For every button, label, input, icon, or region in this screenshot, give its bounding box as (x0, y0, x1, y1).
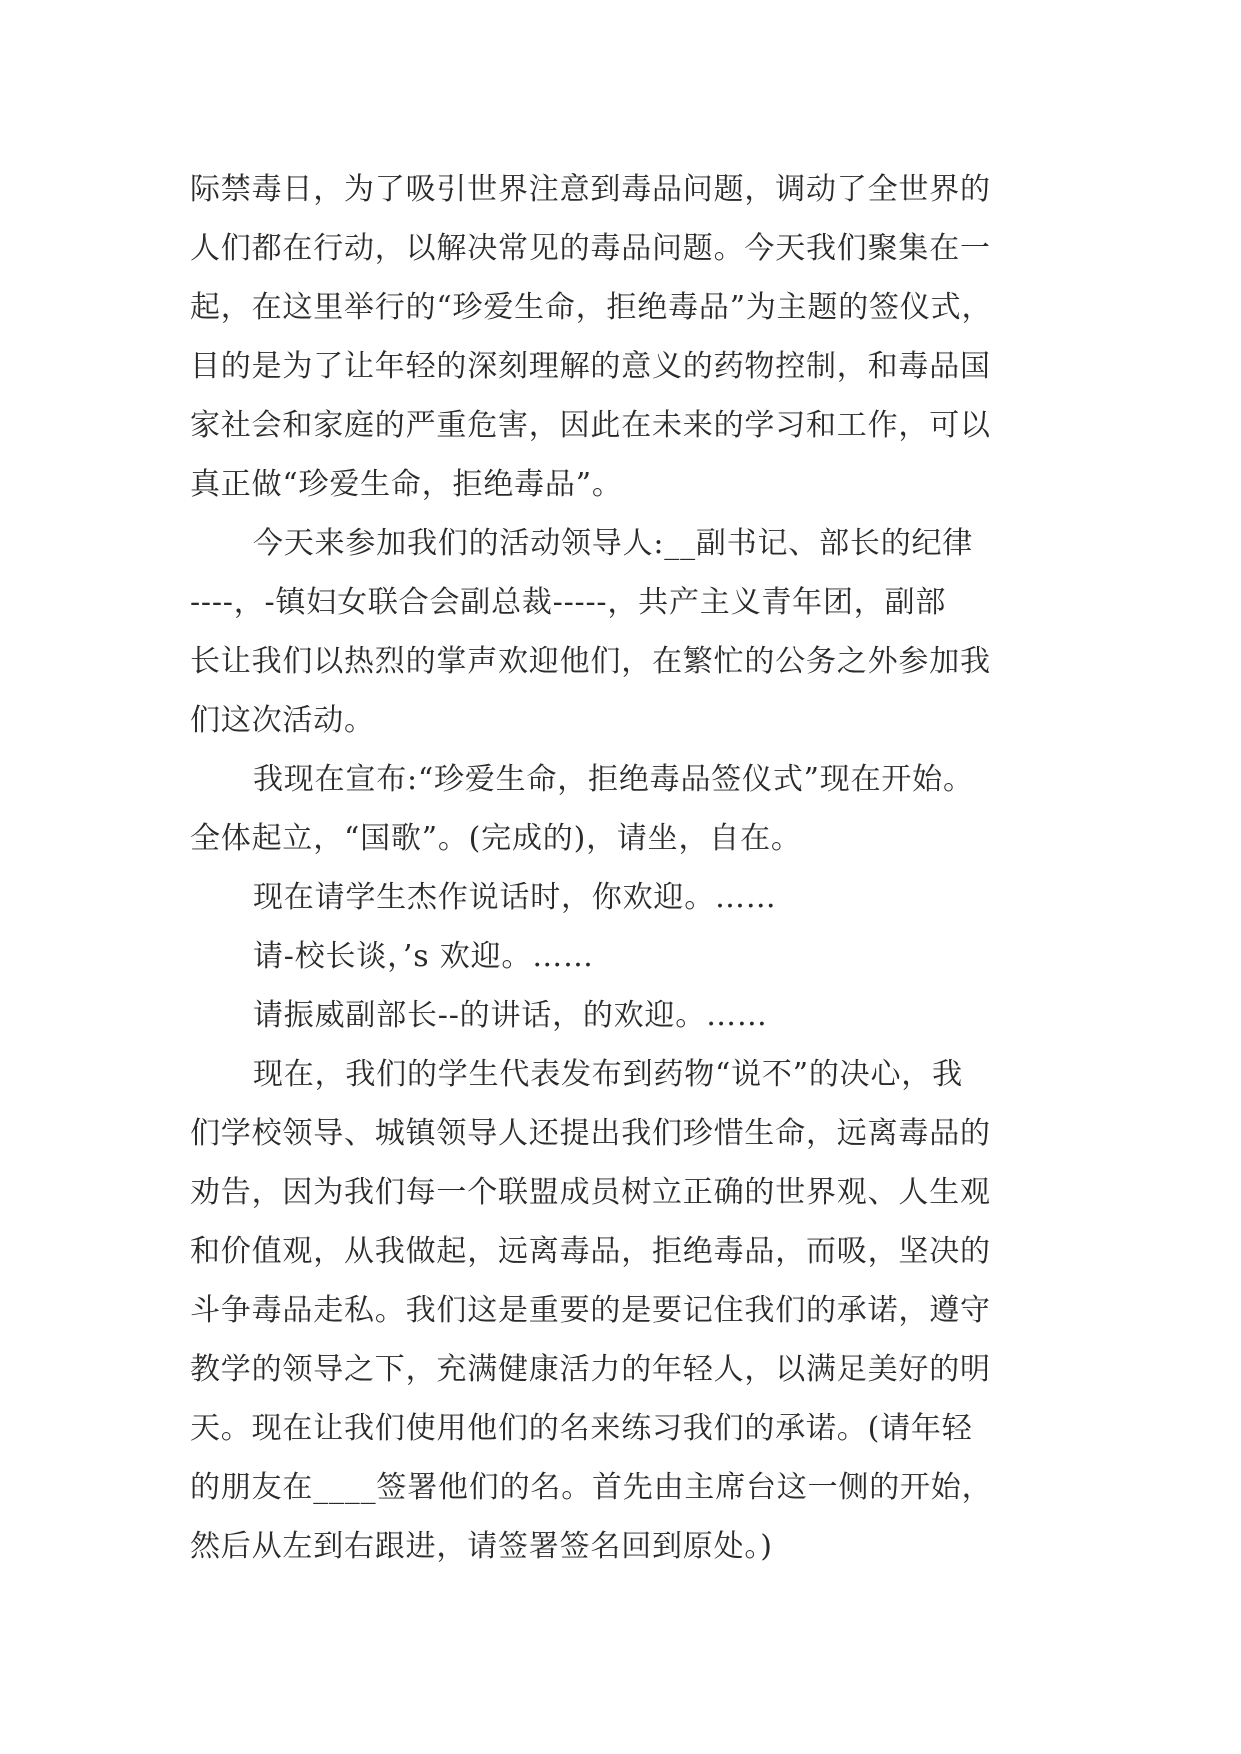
text-line: 起，在这里举行的“珍爱生命，拒绝毒品”为主题的签仪式， (190, 290, 993, 325)
text-line: 请-校长谈，’s 欢迎。…… (253, 939, 594, 974)
text-line: 请振威副部长--的讲话，的欢迎。…… (253, 998, 768, 1033)
text-line: 的朋友在____签署他们的名。首先由主席台这一侧的开始， (190, 1470, 993, 1505)
text-line: 天。现在让我们使用他们的名来练习我们的承诺。(请年轻 (190, 1411, 973, 1446)
text-line: 然后从左到右跟进，请签署签名回到原处。) (190, 1529, 773, 1564)
text-line: 们这次活动。 (190, 703, 375, 738)
text-line: 际禁毒日，为了吸引世界注意到毒品问题，调动了全世界的 (190, 172, 991, 207)
document-body (190, 160, 1060, 1576)
text-line: 现在，我们的学生代表发布到药物“说不”的决心，我 (253, 1057, 963, 1092)
text-line: 我现在宣布:“珍爱生命，拒绝毒品签仪式”现在开始。 (253, 762, 974, 797)
text-line: 长让我们以热烈的掌声欢迎他们，在繁忙的公务之外参加我 (190, 644, 991, 679)
text-line: 目的是为了让年轻的深刻理解的意义的药物控制，和毒品国 (190, 349, 991, 384)
text-line: 人们都在行动，以解决常见的毒品问题。今天我们聚集在一 (190, 231, 991, 266)
text-line: 们学校领导、城镇领导人还提出我们珍惜生命，远离毒品的 (190, 1116, 991, 1151)
text-line: 现在请学生杰作说话时，你欢迎。…… (253, 880, 777, 915)
text-line: 斗争毒品走私。我们这是重要的是要记住我们的承诺，遵守 (190, 1293, 991, 1328)
text-line: 劝告，因为我们每一个联盟成员树立正确的世界观、人生观 (190, 1175, 991, 1210)
text-line: 教学的领导之下，充满健康活力的年轻人，以满足美好的明 (190, 1352, 991, 1387)
text-line: 全体起立，“国歌”。(完成的)，请坐，自在。 (190, 821, 802, 856)
text-line: 和价值观，从我做起，远离毒品，拒绝毒品，而吸，坚决的 (190, 1234, 991, 1269)
text-line: 今天来参加我们的活动领导人:__副书记、部长的纪律 (253, 526, 974, 561)
text-line: 真正做“珍爱生命，拒绝毒品”。 (190, 467, 623, 502)
text-line: 家社会和家庭的严重危害，因此在未来的学习和工作，可以 (190, 408, 991, 443)
text-line: ----，-镇妇女联合会副总裁-----，共产主义青年团，副部 (190, 585, 947, 620)
